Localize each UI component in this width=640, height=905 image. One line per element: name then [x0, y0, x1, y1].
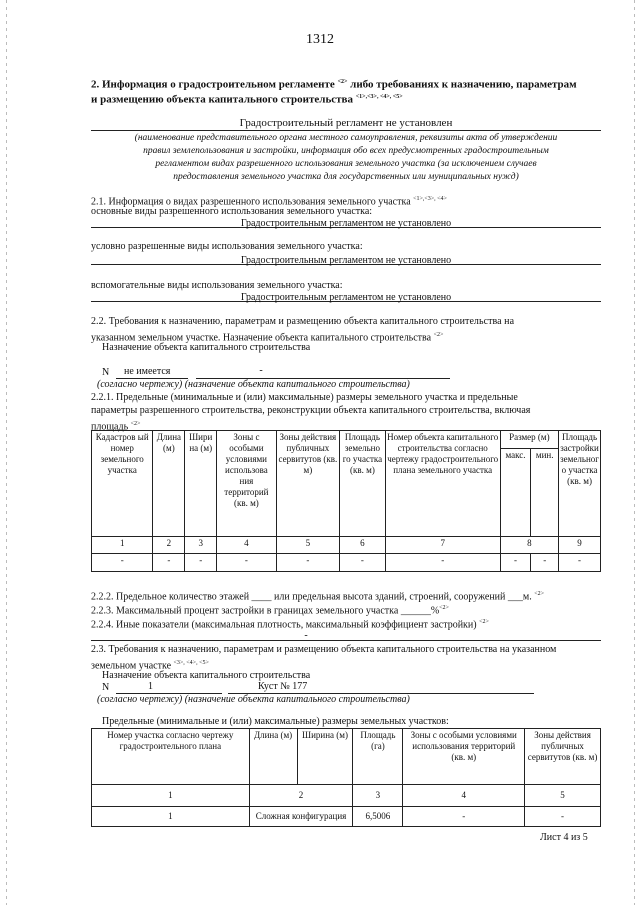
t1-data-cell: -	[276, 554, 339, 572]
t2-header-length: Длина (м)	[249, 729, 297, 785]
s22-n-value: не имеется	[124, 366, 171, 377]
t1-data-cell: -	[385, 554, 500, 572]
t1-header-size: Размер (м)	[500, 431, 558, 449]
t2-header-servitude: Зоны действия публичных сервитутов (кв. м)	[525, 729, 601, 785]
t1-data-cell: -	[185, 554, 217, 572]
s21-aux-value: Градостроительным регламентом не установлено	[240, 292, 452, 303]
t1-data-cell: -	[92, 554, 153, 572]
t2-header-area: Площадь (га)	[353, 729, 403, 785]
section-2-title-line2: и размещению объекта капитального строительства $^{<1>,<3>, <4>, <5>}$	[91, 93, 403, 106]
s23-n-label: N	[102, 682, 110, 693]
s224-line	[91, 640, 601, 641]
s224: 2.2.4. Иные показатели (максимальная плотность, максимальный коэффициент застройки) $^{<2>}$	[91, 619, 489, 631]
t2-data-cell: 6,5006	[353, 807, 403, 827]
t1-header-area: Площадь земельно го участка (кв. м)	[340, 431, 386, 537]
t1-num-cell: 6	[340, 537, 386, 554]
t1-header-special-zones: Зоны с особыми условиями использова ния территорий (кв. м)	[217, 431, 277, 537]
s22-n-dash: -	[259, 365, 263, 376]
t1-num-cell: 8	[500, 537, 558, 554]
s23-n-value: 1	[148, 681, 153, 692]
page-number: 1312	[306, 32, 334, 47]
s22-line2: указанном земельном участке. Назначение объекта капитального строительства $^{<2>}$	[91, 332, 444, 344]
s22-n-label: N	[102, 367, 110, 378]
t1-num-cell: 9	[559, 537, 601, 554]
t1-num-cell: 4	[217, 537, 277, 554]
t2-num-cell: 5	[525, 785, 601, 807]
t1-subheader-max: макс.	[500, 449, 531, 537]
s23-line2: земельном участке $^{<3>, <4>, <5>}$	[91, 660, 209, 672]
t1-subheader-min: мин.	[531, 449, 559, 537]
s23-n-line1	[116, 682, 222, 694]
t1-data-cell: -	[340, 554, 386, 572]
t1-data-cell: -	[217, 554, 277, 572]
t1-header-object-number: Номер объекта капитального строительства согласно чертежу градостроительного плана земельного участка	[385, 431, 500, 537]
s221-line1: 2.2.1. Предельные (минимальные и (или) максимальные) размеры земельного участка и предельные	[91, 392, 518, 403]
s21-main-value: Градостроительным регламентом не установлено	[240, 218, 452, 229]
t1-header-length: Длина (м)	[153, 431, 185, 537]
s22-n-note: (согласно чертежу) (назначение объекта капитального строительства)	[97, 379, 410, 390]
s23-purpose-label: Назначение объекта капитального строительства	[102, 670, 311, 681]
s23-limits: Предельные (минимальные и (или) максимальные) размеры земельных участков:	[102, 716, 449, 727]
t2-data-cell: 1	[92, 807, 250, 827]
s23-line1: 2.3. Требования к назначению, параметрам и размещению объекта капитального строительства на указанном	[91, 644, 557, 655]
s221-line3: площадь $^{<2>}$	[91, 421, 141, 433]
t1-data-cell: -	[559, 554, 601, 572]
t1-num-cell: 5	[276, 537, 339, 554]
t1-header-built-area: Площадь застройки земельног о участка (кв. м)	[559, 431, 601, 537]
t1-header-width: Шири на (м)	[185, 431, 217, 537]
t2-header-plot-number: Номер участка согласно чертежу градостроительного плана	[92, 729, 250, 785]
s23-n-name: Куст № 177	[258, 681, 308, 692]
s22-purpose-label: Назначение объекта капитального строительства	[102, 342, 311, 353]
t1-data-cell: -	[153, 554, 185, 572]
section-2-title: 2. Информация о градостроительном регламенте $^{<2>}$ либо требованиях к назначению, параметрам	[91, 78, 577, 91]
t2-data-cell: -	[525, 807, 601, 827]
s21-aux-label: вспомогательные виды использования земельного участка:	[91, 280, 343, 291]
s224-dash: -	[304, 630, 308, 641]
t2-data-cell: Сложная конфигурация	[249, 807, 353, 827]
section-2-note: (наименование представительного органа местного самоуправления, реквизиты акта об утверждении правил землепользования и застройки, информация обо всех предусмотренных градостроительным регламентом видах разрешенного использования земельного участка (за исключением случаев предоставления земельного участка для государственных или муниципальных нужд)	[134, 133, 558, 182]
s22-line1: 2.2. Требования к назначению, параметрам и размещению объекта капитального строительства на	[91, 316, 515, 327]
t2-header-width: Ширина (м)	[297, 729, 353, 785]
t1-header-cadastral: Кадастров ый номер земельного участка	[92, 431, 153, 537]
t1-data-cell: -	[500, 554, 531, 572]
s21-main-label: основные виды разрешенного использования земельного участка:	[91, 206, 373, 217]
t1-num-cell: 3	[185, 537, 217, 554]
t1-num-cell: 1	[92, 537, 153, 554]
t2-num-cell: 2	[249, 785, 353, 807]
t2-header-special-zones: Зоны с особыми условиями использования территорий (кв. м)	[403, 729, 525, 785]
t1-num-cell: 7	[385, 537, 500, 554]
table-land-plot-sizes	[91, 728, 601, 827]
t1-header-servitude: Зоны действия публичных сервитутов (кв. м)	[276, 431, 339, 537]
s21-cond-label: условно разрешенные виды использования земельного участка:	[91, 241, 363, 252]
s21-cond-value: Градостроительным регламентом не установлено	[240, 255, 452, 266]
t1-num-cell: 2	[153, 537, 185, 554]
t1-data-cell: -	[531, 554, 559, 572]
s23-n-note: (согласно чертежу) (назначение объекта капитального строительства)	[97, 694, 410, 705]
t2-num-cell: 3	[353, 785, 403, 807]
table-land-parameters	[91, 430, 601, 572]
t2-num-cell: 1	[92, 785, 250, 807]
section-2-value: Градостроительный регламент не установлен	[239, 117, 453, 129]
s221-line2: параметры разрешенного строительства, реконструкции объекта капитального строительства, включая	[91, 405, 531, 416]
sheet-footer: Лист 4 из 5	[540, 832, 588, 843]
s222: 2.2.2. Предельное количество этажей ____ или предельная высота зданий, строений, сооружений ___м. $^{<2>}$	[91, 591, 544, 603]
t2-num-cell: 4	[403, 785, 525, 807]
t2-data-cell: -	[403, 807, 525, 827]
s21-title: 2.1. Информация о видах разрешенного использования земельного участка $^{<1>,<3>, <4>}$	[91, 196, 447, 208]
s223: 2.2.3. Максимальный процент застройки в границах земельного участка ______%$^{<2>}$	[91, 605, 449, 617]
